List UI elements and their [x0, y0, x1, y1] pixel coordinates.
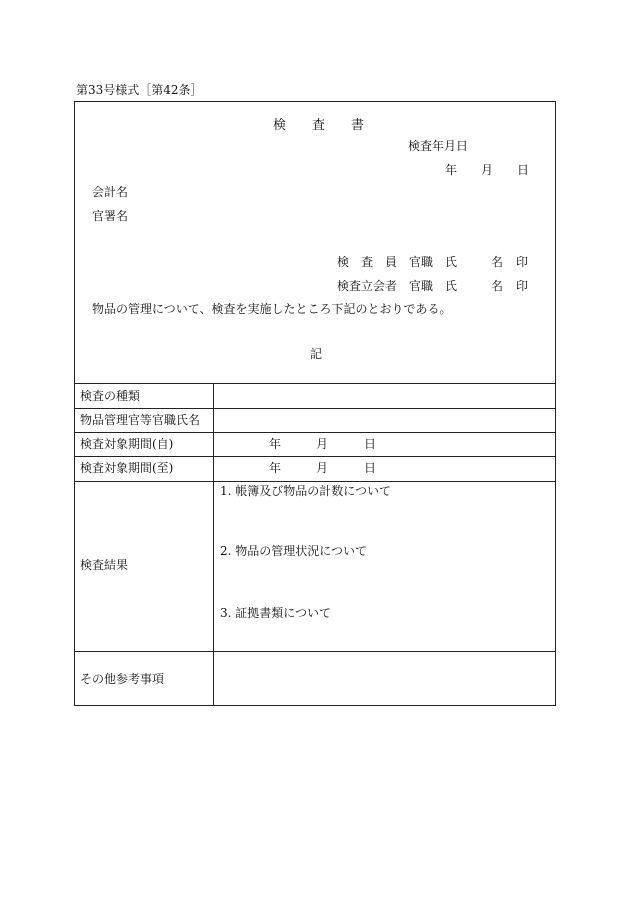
- period-to-month: 月: [316, 461, 329, 475]
- table-line: [74, 456, 556, 457]
- form-number: 第33号様式［第42条］: [76, 83, 203, 97]
- inspector-name: 名: [491, 255, 504, 269]
- other-notes-label: その他参考事項: [80, 672, 165, 686]
- row-label-inspection-type: 検査の種類: [80, 389, 141, 403]
- date-day: 日: [517, 163, 530, 177]
- table-line: [74, 651, 556, 652]
- inspector-seal: 印: [516, 255, 529, 269]
- period-to-day: 日: [364, 461, 377, 475]
- period-from-day: 日: [364, 437, 377, 451]
- result-label: 検査結果: [80, 558, 129, 572]
- inspector-position: 官職 氏: [409, 255, 458, 269]
- office-label: 官署名: [92, 209, 129, 223]
- result-item-2: 2. 物品の管理状況について: [220, 544, 368, 558]
- period-from-month: 月: [316, 437, 329, 451]
- table-line: [74, 481, 556, 482]
- date-year: 年: [445, 163, 458, 177]
- date-month: 月: [481, 163, 494, 177]
- statement: 物品の管理について、検査を実施したところ下記のとおりである。: [92, 302, 452, 316]
- row-label-manager-name: 物品管理官等官職氏名: [80, 413, 201, 427]
- witness-label: 検査立会者: [337, 279, 398, 293]
- table-line: [74, 383, 556, 384]
- witness-position: 官職 氏: [409, 279, 458, 293]
- inspector-label: 検 査 員: [337, 255, 398, 269]
- period-from-year: 年: [269, 437, 282, 451]
- witness-name: 名: [491, 279, 504, 293]
- table-line: [74, 408, 556, 409]
- accountant-label: 会計名: [92, 185, 129, 199]
- result-item-1: 1. 帳簿及び物品の計数について: [220, 484, 392, 498]
- result-item-3: 3. 証拠書類について: [220, 606, 332, 620]
- document-title: 検 査 書: [273, 118, 365, 133]
- table-divider: [213, 383, 214, 706]
- table-line: [74, 432, 556, 433]
- ki-mark: 記: [310, 347, 323, 361]
- row-label-period-to: 検査対象期間(至): [80, 461, 174, 475]
- inspection-date-label: 検査年月日: [408, 139, 469, 153]
- row-label-period-from: 検査対象期間(自): [80, 437, 174, 451]
- witness-seal: 印: [516, 279, 529, 293]
- period-to-year: 年: [269, 461, 282, 475]
